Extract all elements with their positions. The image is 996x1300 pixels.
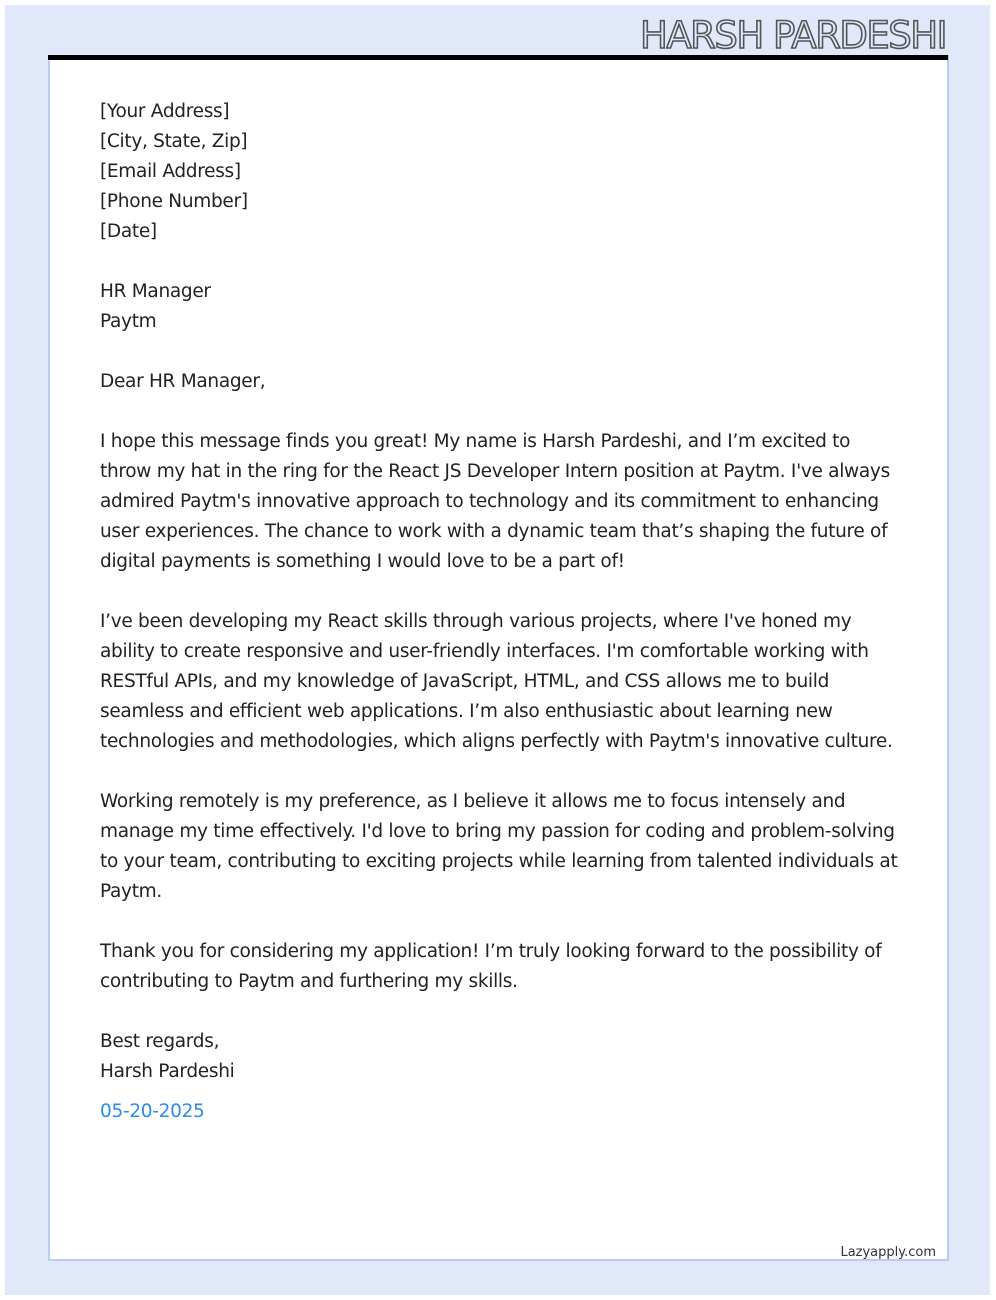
paragraph: Thank you for considering my application! I’m truly looking forward to the possibility of contributing to Paytm and furthering my skills. bbox=[100, 941, 882, 992]
recipient-company: Paytm bbox=[100, 311, 157, 332]
paragraph: I hope this message finds you great! My name is Harsh Pardeshi, and I’m excited to throw my hat in the ring for the React JS Developer Intern position at Paytm. I've always admired Paytm's innovative approach to technology and its commitment to enhancing user experiences. The chance to work with a dynamic team that’s shaping the future of digital payments is something I would love to be a part of! bbox=[100, 431, 890, 572]
sender-address: [Your Address] bbox=[100, 101, 230, 122]
signature-name: Harsh Pardeshi bbox=[100, 1061, 235, 1082]
salutation: Dear HR Manager, bbox=[100, 371, 266, 392]
sender-block bbox=[100, 97, 900, 247]
paragraph: I’ve been developing my React skills through various projects, where I've honed my ability to create responsive and user-friendly interfaces. I'm comfortable working with RESTful APIs, and my knowledge of JavaScript, HTML, and CSS allows me to build seamless and efficient web applications. I’m also enthusiastic about learning new technologies and methodologies, which aligns perfectly with Paytm's innovative culture. bbox=[100, 611, 893, 752]
recipient-block bbox=[100, 277, 900, 337]
footer-brand: Lazyapply.com bbox=[840, 1245, 936, 1260]
sender-city: [City, State, Zip] bbox=[100, 131, 248, 152]
recipient-title: HR Manager bbox=[100, 281, 211, 302]
sender-email: [Email Address] bbox=[100, 161, 241, 182]
sender-date: [Date] bbox=[100, 221, 157, 242]
letter-date: 05-20-2025 bbox=[100, 1101, 205, 1122]
letter-body bbox=[100, 97, 900, 1157]
applicant-name-header: HARSH PARDESHI bbox=[640, 14, 946, 57]
paragraph: Working remotely is my preference, as I believe it allows me to focus intensely and manage my time effectively. I'd love to bring my passion for coding and problem-solving to your team, contributing to exciting projects while learning from talented individuals at Paytm. bbox=[100, 791, 898, 902]
closing-phrase: Best regards, bbox=[100, 1031, 220, 1052]
closing-block bbox=[100, 1027, 900, 1087]
sender-phone: [Phone Number] bbox=[100, 191, 248, 212]
